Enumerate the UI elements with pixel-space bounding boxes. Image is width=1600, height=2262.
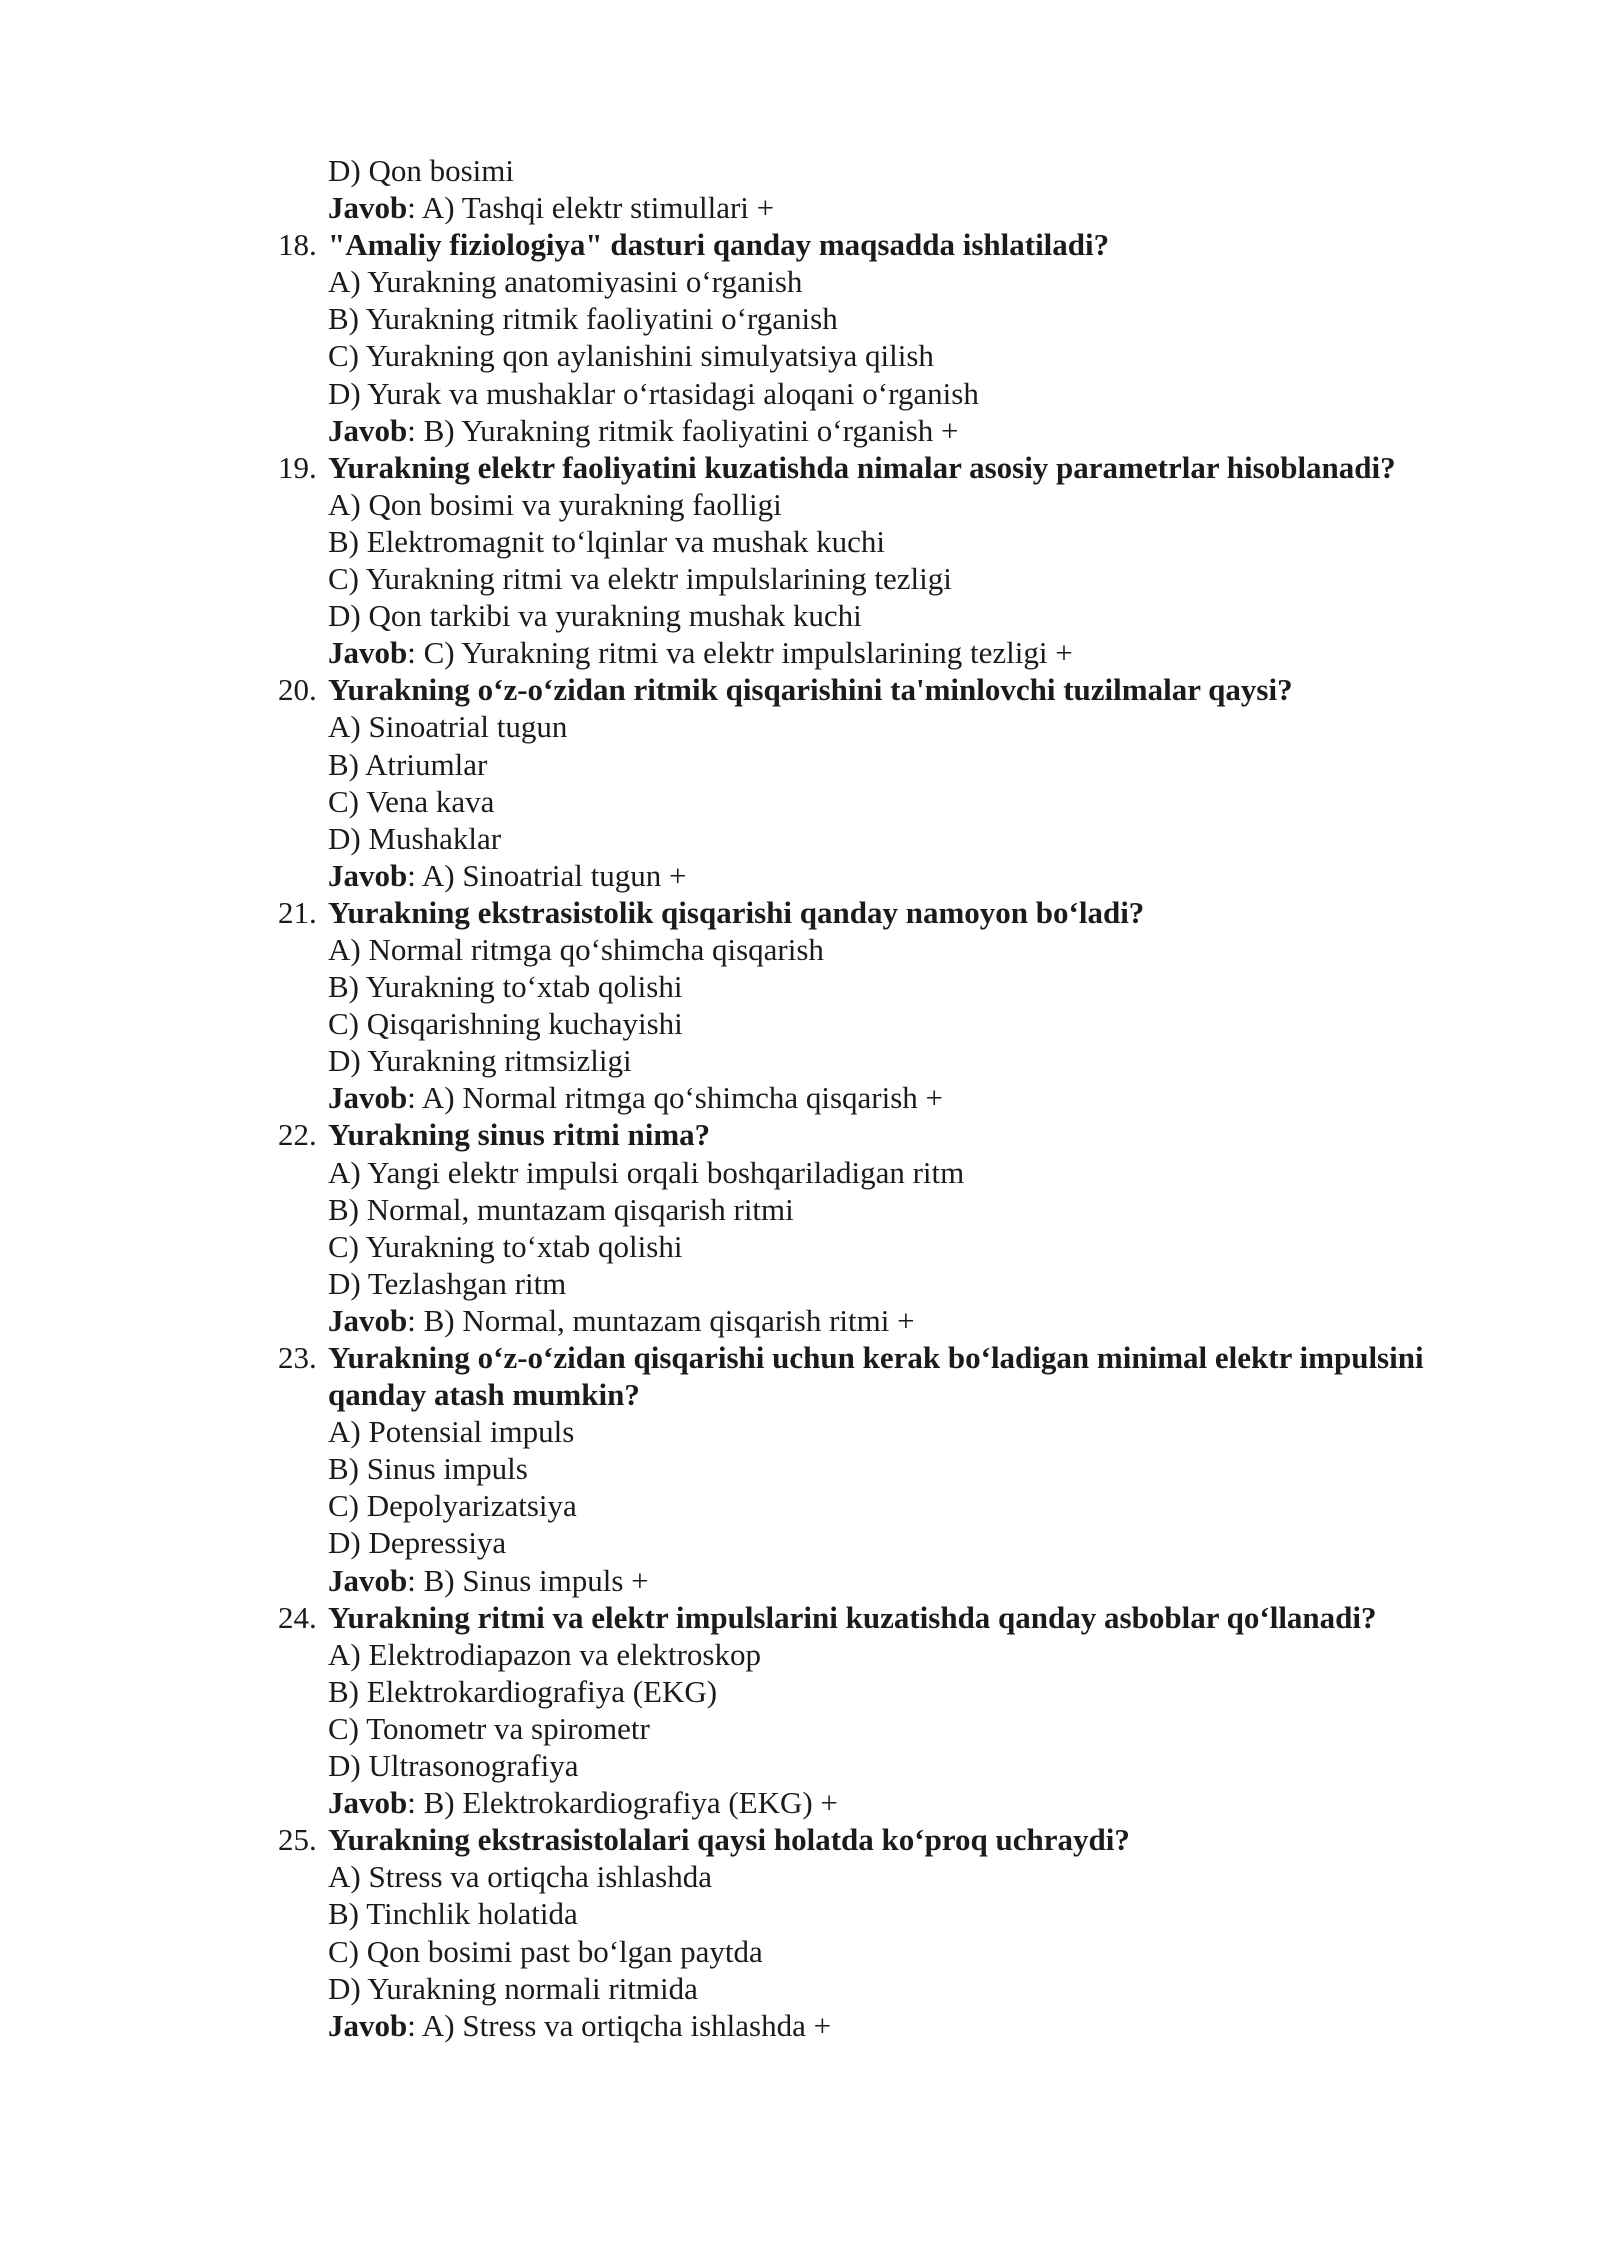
option-line: B) Sinus impuls bbox=[328, 1451, 528, 1487]
quiz-content bbox=[278, 152, 1528, 2044]
option-line: D) Tezlashgan ritm bbox=[328, 1265, 567, 1301]
option-line: A) Normal ritmga qo‘shimcha qisqarish bbox=[328, 931, 824, 967]
question-line bbox=[278, 226, 1528, 263]
answer-text: : A) Tashqi elektr stimullari + bbox=[407, 190, 775, 226]
answer-label: Javob bbox=[328, 1785, 408, 1821]
answer-label: Javob bbox=[328, 1562, 408, 1598]
question-number: 20. bbox=[278, 672, 317, 708]
question-text: "Amaliy fiziologiya" dasturi qanday maqsadda ishlatiladi? bbox=[328, 227, 1110, 263]
question-line bbox=[278, 1339, 1528, 1376]
answer-label: Javob bbox=[328, 1080, 408, 1116]
question-block bbox=[278, 226, 1528, 449]
question-line bbox=[278, 1821, 1528, 1858]
option-line: D) Yurakning ritmsizligi bbox=[328, 1043, 632, 1079]
question-text: Yurakning elektr faoliyatini kuzatishda nimalar asosiy parametrlar hisoblanadi? bbox=[328, 449, 1396, 485]
option-line: D) Yurakning normali ritmida bbox=[328, 1970, 698, 2006]
question-line bbox=[278, 1116, 1528, 1153]
option-line: C) Tonometr va spirometr bbox=[328, 1710, 650, 1746]
option-line: C) Yurakning to‘xtab qolishi bbox=[328, 1228, 683, 1264]
answer-line bbox=[278, 857, 1528, 894]
answer-line bbox=[278, 1302, 1528, 1339]
answer-label: Javob bbox=[328, 1302, 408, 1338]
answer-text: : A) Sinoatrial tugun + bbox=[407, 857, 687, 893]
answer-text: : A) Normal ritmga qo‘shimcha qisqarish + bbox=[407, 1080, 944, 1116]
question-line bbox=[278, 671, 1528, 708]
option-line: B) Yurakning to‘xtab qolishi bbox=[328, 969, 683, 1005]
option-line: B) Elektromagnit to‘lqinlar va mushak kuchi bbox=[328, 523, 886, 559]
question-block bbox=[278, 1339, 1528, 1599]
question-text: Yurakning ritmi va elektr impulslarini kuzatishda qanday asboblar qo‘llanadi? bbox=[328, 1599, 1377, 1635]
question-block bbox=[278, 1821, 1528, 2044]
question-number: 18. bbox=[278, 227, 317, 263]
option-line: D) Mushaklar bbox=[328, 820, 502, 856]
question-number: 19. bbox=[278, 449, 317, 485]
answer-text: : A) Stress va ortiqcha ishlashda + bbox=[407, 2007, 832, 2043]
question-line bbox=[278, 449, 1528, 486]
answer-label: Javob bbox=[328, 190, 408, 226]
question-text: Yurakning ekstrasistolik qisqarishi qanday namoyon bo‘ladi? bbox=[328, 894, 1145, 930]
question-text: Yurakning ekstrasistolalari qaysi holatda ko‘proq uchraydi? bbox=[328, 1822, 1130, 1858]
answer-line bbox=[278, 412, 1528, 449]
option-line: D) Qon tarkibi va yurakning mushak kuchi bbox=[328, 598, 862, 634]
option-line: D) Ultrasonografiya bbox=[328, 1748, 579, 1784]
option-line: C) Qon bosimi past bo‘lgan paytda bbox=[328, 1933, 763, 1969]
option-line: A) Yurakning anatomiyasini o‘rganish bbox=[328, 264, 803, 300]
option-line: C) Qisqarishning kuchayishi bbox=[328, 1006, 683, 1042]
option-line: C) Yurakning ritmi va elektr impulslarining tezligi bbox=[328, 561, 952, 597]
answer-line bbox=[278, 189, 1528, 226]
option-line: B) Elektrokardiografiya (EKG) bbox=[328, 1673, 718, 1709]
option-line: A) Elektrodiapazon va elektroskop bbox=[328, 1636, 761, 1672]
answer-line bbox=[278, 1562, 1528, 1599]
question-text: Yurakning o‘z-o‘zidan qisqarishi uchun kerak bo‘ladigan minimal elektr impulsini bbox=[328, 1340, 1424, 1375]
option-line: C) Depolyarizatsiya bbox=[328, 1488, 577, 1524]
question-number: 23. bbox=[278, 1340, 317, 1375]
answer-label: Javob bbox=[328, 412, 408, 448]
question-block bbox=[278, 671, 1528, 894]
question-line bbox=[278, 894, 1528, 931]
answer-text: : C) Yurakning ritmi va elektr impulslarining tezligi + bbox=[407, 635, 1073, 671]
option-line: D) Yurak va mushaklar o‘rtasidagi aloqani o‘rganish bbox=[328, 375, 979, 411]
answer-label: Javob bbox=[328, 2007, 408, 2043]
option-line: A) Stress va ortiqcha ishlashda bbox=[328, 1859, 712, 1895]
question-block bbox=[278, 449, 1528, 672]
option-line: A) Qon bosimi va yurakning faolligi bbox=[328, 486, 782, 522]
question-number: 22. bbox=[278, 1117, 317, 1153]
answer-line bbox=[278, 2007, 1528, 2044]
answer-line bbox=[278, 634, 1528, 671]
question-line bbox=[278, 1599, 1528, 1636]
question-number: 25. bbox=[278, 1822, 317, 1858]
option-line: B) Normal, muntazam qisqarish ritmi bbox=[328, 1191, 794, 1227]
question-number: 21. bbox=[278, 894, 317, 930]
answer-text: : B) Elektrokardiografiya (EKG) + bbox=[407, 1785, 838, 1821]
option-line: B) Tinchlik holatida bbox=[328, 1896, 578, 1932]
option-line: A) Sinoatrial tugun bbox=[328, 709, 568, 745]
question-list bbox=[278, 226, 1528, 2044]
option-line: C) Vena kava bbox=[328, 783, 495, 819]
answer-text: : B) Normal, muntazam qisqarish ritmi + bbox=[407, 1302, 915, 1338]
option-line: C) Yurakning qon aylanishini simulyatsiya qilish bbox=[328, 338, 934, 374]
question-line bbox=[278, 1376, 1528, 1413]
option-line: D) Qon bosimi bbox=[328, 153, 514, 188]
answer-text: : B) Sinus impuls + bbox=[407, 1562, 649, 1598]
option-line: B) Yurakning ritmik faoliyatini o‘rganish bbox=[328, 301, 838, 337]
option-line: D) Depressiya bbox=[328, 1525, 507, 1561]
question-block bbox=[278, 1599, 1528, 1822]
answer-text: : B) Yurakning ritmik faoliyatini o‘rganish + bbox=[407, 412, 959, 448]
option-line: B) Atriumlar bbox=[328, 746, 488, 782]
answer-line bbox=[278, 1784, 1528, 1821]
question-block bbox=[278, 1116, 1528, 1339]
question-number: 24. bbox=[278, 1599, 317, 1635]
option-line: A) Potensial impuls bbox=[328, 1414, 575, 1450]
answer-label: Javob bbox=[328, 857, 408, 893]
question-block bbox=[278, 894, 1528, 1117]
option-line: A) Yangi elektr impulsi orqali boshqariladigan ritm bbox=[328, 1154, 965, 1190]
answer-line bbox=[278, 1079, 1528, 1116]
question-text: qanday atash mumkin? bbox=[328, 1377, 640, 1413]
question-text: Yurakning sinus ritmi nima? bbox=[328, 1117, 711, 1153]
answer-label: Javob bbox=[328, 635, 408, 671]
question-text: Yurakning o‘z-o‘zidan ritmik qisqarishini ta'minlovchi tuzilmalar qaysi? bbox=[328, 672, 1293, 708]
